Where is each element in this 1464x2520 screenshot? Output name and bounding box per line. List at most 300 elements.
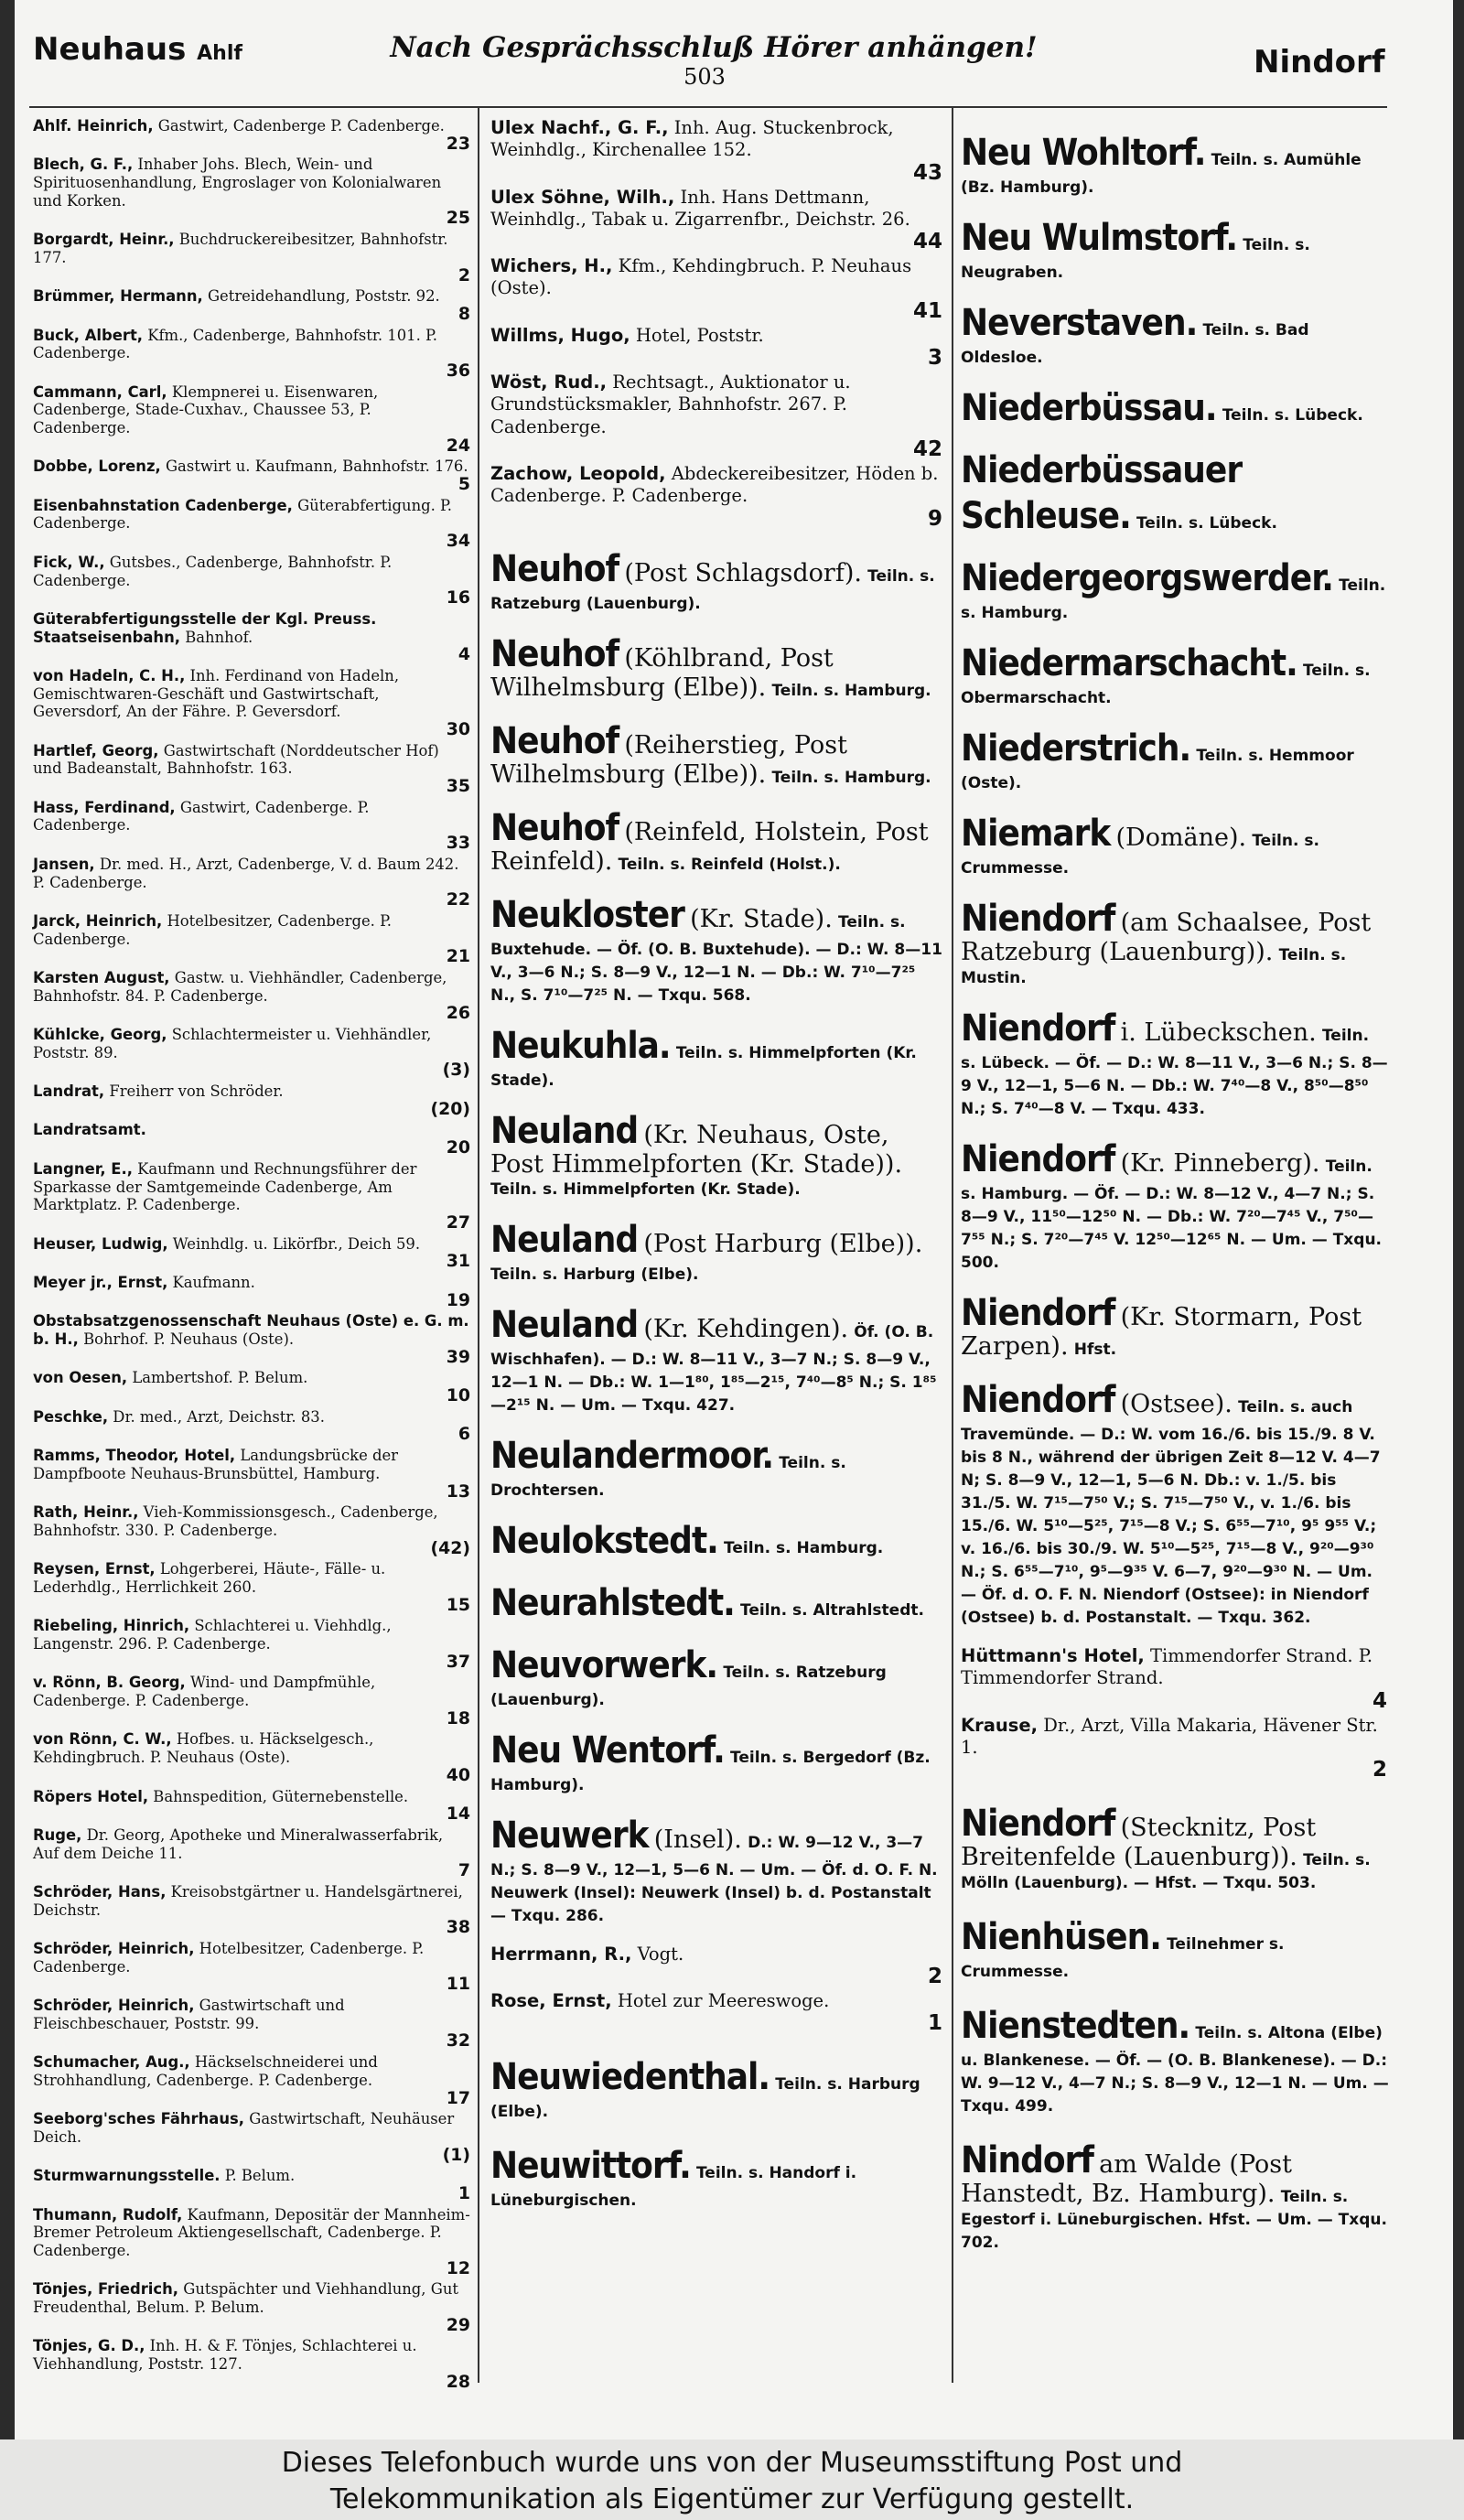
- entry-number: 32: [446, 2030, 470, 2052]
- place-qualifier: (am Schaalsee, Post Ratzeburg (Lauenburg)).: [961, 909, 1372, 966]
- directory-entry: [33, 231, 472, 285]
- place-details: Teiln. s. Harburg (Elbe).: [490, 1265, 699, 1284]
- entry-details: Gutspächter und Viehhandlung, Gut Freudenthal, Belum. P. Belum.: [33, 2280, 458, 2317]
- entry-number: 18: [446, 1707, 470, 1728]
- place-entry: [490, 718, 944, 789]
- entry-number: 9: [927, 506, 942, 531]
- place-entry: [961, 555, 1389, 624]
- entry-details: Lohgerberei, Häute-, Fälle- u. Lederhdlg., Herrlichkeit 260.: [33, 1560, 386, 1596]
- place-details: Teiln. s. Drochtersen.: [490, 1453, 846, 1500]
- entry-number: 3: [927, 346, 942, 371]
- entry-details: Kaufmann und Rechnungsführer der Sparkasse der Samtgemeinde Cadenberge, Am Marktplatz. P. Cadenberge.: [33, 1159, 417, 1214]
- place-entry: [490, 631, 944, 702]
- entry-name: Riebeling, Hinrich,: [33, 1617, 190, 1635]
- entry-details: Gastw. u. Viehhändler, Cadenberge, Bahnhofstr. 84. P. Cadenberge.: [33, 968, 447, 1005]
- place-entry: [961, 1006, 1389, 1120]
- footer: [0, 2439, 1464, 2520]
- place-title: Niedermarschacht.: [961, 642, 1297, 684]
- entry-name: Güterabfertigungsstelle der Kgl. Preuss. Staatseisenbahn,: [33, 609, 377, 646]
- place-title: Niederbüssau.: [961, 387, 1217, 429]
- entry-details: Inh. Aug. Stuckenbrock, Weinhdlg., Kirchenallee 152.: [490, 117, 894, 161]
- entry-number: 31: [446, 1251, 470, 1272]
- entry-name: Schumacher, Aug.,: [33, 2053, 190, 2072]
- entry-details: Häckselschneiderei und Strohhandlung, Cadenberge. P. Cadenberge.: [33, 2053, 378, 2089]
- entry-number: 11: [446, 1974, 470, 1995]
- place-entry: [961, 1377, 1389, 1629]
- place-entry: [490, 1217, 944, 1286]
- place-details: Teiln. s. Neugraben.: [961, 236, 1310, 282]
- entry-number: 22: [446, 889, 470, 910]
- place-title: Niendorf: [961, 1292, 1115, 1334]
- directory-entry: [33, 799, 472, 853]
- place-details: Teiln. s. Handorf i. Lüneburgischen.: [490, 2164, 857, 2211]
- directory-entry: [33, 1235, 472, 1271]
- place-entry: [961, 896, 1389, 989]
- place-entry: [961, 641, 1389, 709]
- page-edge-right: [1453, 0, 1464, 2439]
- entry-number: 38: [446, 1917, 470, 1938]
- directory-entry: [33, 2280, 472, 2334]
- place-qualifier: (Kr. Kehdingen).: [643, 1314, 849, 1343]
- place-qualifier: (Insel).: [653, 1825, 742, 1854]
- entry-number: 17: [446, 2087, 470, 2108]
- place-title: Neurahlstedt.: [490, 1581, 735, 1624]
- place-qualifier: (Kr. Stormarn, Post Zarpen).: [961, 1303, 1362, 1361]
- entry-number: 4: [458, 644, 470, 665]
- entry-details: Buchdruckereibesitzer, Bahnhofstr. 177.: [33, 231, 448, 266]
- place-entry: [490, 2143, 944, 2212]
- place-entry: [961, 811, 1389, 879]
- directory-entry: [490, 372, 944, 460]
- place-details: Teiln. s. Crummesse.: [961, 832, 1319, 878]
- place-entry: [961, 215, 1389, 284]
- entry-details: Bohrhof. P. Neuhaus (Oste).: [83, 1330, 295, 1348]
- place-details: Teiln. s. Mustin.: [961, 946, 1347, 987]
- place-qualifier: (Reiherstieg, Post Wilhelmsburg (Elbe)).: [490, 730, 847, 789]
- place-entry: [961, 1290, 1389, 1361]
- place-qualifier: (Kr. Neuhaus, Oste, Post Himmelpforten (Kr. Stade)).: [490, 1120, 903, 1179]
- entry-number: 7: [458, 1860, 470, 1881]
- directory-entry: [33, 2053, 472, 2107]
- entry-number: 34: [446, 531, 470, 552]
- header-center: Nach Gesprächsschluß Hörer anhängen!: [390, 31, 1038, 64]
- place-entry: [490, 1642, 944, 1711]
- entry-details: Gutsbes., Cadenberge, Bahnhofstr. P. Cadenberge.: [33, 553, 393, 589]
- place-details: Teiln. s. Obermarschacht.: [961, 662, 1371, 707]
- directory-entry: [33, 1674, 472, 1728]
- page-number: 503: [684, 64, 726, 90]
- directory-entry: [33, 1160, 472, 1233]
- entry-name: Buck, Albert,: [33, 326, 144, 344]
- footer-line-2: Telekommunikation als Eigentümer zur Verfügung gestellt.: [329, 2483, 1135, 2515]
- header-right: Nindorf: [1254, 44, 1385, 81]
- entry-details: Hofbes. u. Häckselgesch., Kehdingbruch. P. Neuhaus (Oste).: [33, 1730, 374, 1767]
- entry-name: Wöst, Rud.,: [490, 372, 608, 393]
- directory-entry: [33, 458, 472, 493]
- place-qualifier: (Stecknitz, Post Breitenfelde (Lauenburg)).: [961, 1814, 1317, 1872]
- entry-name: Tönjes, Friedrich,: [33, 2280, 179, 2299]
- place-details: Teiln. s. Himmelpforten (Kr. Stade).: [490, 1179, 801, 1199]
- place-details: Teiln. s. Bergedorf (Bz. Hamburg).: [490, 1748, 931, 1794]
- place-title: Neu Wohltorf.: [961, 132, 1206, 174]
- place-title: Neu Wentorf.: [490, 1728, 725, 1772]
- place-details: Teiln. s. Altona (Elbe) u. Blankenese. — Öf. — (O. B. Blankenese). — D.: W. 9—12 V., 4—7 N.; S. 8—9 V., 12—1 N. — Um. — Txqu. 499.: [961, 2024, 1389, 2116]
- entry-details: Gastwirt u. Kaufmann, Bahnhofstr. 176.: [165, 458, 468, 476]
- place-title: Niederbüssauer Schleuse.: [961, 449, 1243, 537]
- entry-number: 2: [458, 264, 470, 285]
- directory-entry: [33, 1447, 472, 1501]
- place-details: Teiln. s. Hamburg.: [771, 768, 931, 787]
- place-title: Nienhüsen.: [961, 1916, 1161, 1959]
- directory-entry: [961, 1715, 1389, 1782]
- entry-name: Fick, W.,: [33, 553, 105, 571]
- entry-number: 2: [927, 1964, 942, 1988]
- entry-details: Abdeckereibesitzer, Höden b. Cadenberge. P. Cadenberge.: [490, 462, 939, 507]
- place-qualifier: (Post Harburg (Elbe)).: [643, 1229, 923, 1258]
- directory-entry: [33, 1274, 472, 1309]
- directory-entry: [33, 856, 472, 910]
- place-details: Teiln. s. Himmelpforten (Kr. Stade).: [490, 1043, 917, 1090]
- entry-details: Inhaber Johs. Blech, Wein- und Spirituosenhandlung, Engroslager von Kolonialwaren und Korken.: [33, 156, 442, 210]
- entry-details: Dr. med. H., Arzt, Cadenberge, V. d. Baum 242. P. Cadenberge.: [33, 855, 459, 891]
- entry-number: 36: [446, 360, 470, 381]
- place-title: Neuwittorf.: [490, 2145, 691, 2188]
- header-rule: [29, 106, 1387, 108]
- place-details: Teiln. s. Aumühle (Bz. Hamburg).: [961, 151, 1362, 197]
- column-rule-1: [478, 108, 479, 2383]
- entry-details: Gastwirt, Cadenberge P. Cadenberge.: [157, 117, 445, 135]
- entry-details: Kfm., Kehdingbruch. P. Neuhaus (Oste).: [490, 255, 912, 299]
- place-details: Hfst.: [1073, 1341, 1117, 1359]
- entry-name: Schröder, Hans,: [33, 1882, 167, 1901]
- entry-number: (42): [430, 1537, 470, 1558]
- directory-entry: [33, 1617, 472, 1671]
- place-details: Teiln. s. Lübeck. — Öf. — D.: W. 8—11 V., 3—6 N.; S. 8—9 V., 12—1, 5—6 N. — Db.: W. 7⁴⁰—8 V., 8⁵⁰—8⁵⁰ N.; S. 7⁴⁰—8 V. — Txqu. 433.: [961, 1027, 1388, 1118]
- entry-name: Karsten August,: [33, 968, 170, 986]
- entry-name: Wichers, H.,: [490, 255, 613, 277]
- place-qualifier: (Reinfeld, Holstein, Post Reinfeld).: [490, 817, 929, 876]
- entry-number: 1: [458, 2182, 470, 2203]
- entry-name: Rath, Heinr.,: [33, 1503, 139, 1522]
- entry-name: Röpers Hotel,: [33, 1787, 149, 1805]
- entry-number: 37: [446, 1651, 470, 1672]
- entry-details: Bahnhof.: [185, 628, 253, 646]
- place-entry: [961, 2003, 1389, 2117]
- place-title: Nindorf: [961, 2139, 1093, 2182]
- entry-name: von Rönn, C. W.,: [33, 1730, 172, 1749]
- place-details: Teiln. s. auch Travemünde. — D.: W. vom 16./6. bis 15./9. 8 V. bis 8 N., während der übrigen Zeit 8—12 V. 4—7 N; S. 8—9 V., 12—1, 5—6 N. Db.: v. 1./5. bis 31./5. W. 7¹⁵—7⁵⁰ V.; S. 7¹⁵—7⁵⁰ V., v. 1./6. bis 15./6. W. 5¹⁰—5²⁵, 7¹⁵—8 V.; S. 6⁵⁵—7¹⁰, 9⁵ 9⁵⁵ V.; v. 16./6. bis 30./9. W. 5¹⁰—5²⁵, 7¹⁵—8 V., 9²⁰—9³⁰ N.; S. 6⁵⁵—7¹⁰, 9⁵—9³⁵ V. 6—7, 9²⁰—9³⁰ N. — Um. — Öf. d. O. F. N. Niendorf (Ostsee): in Niendorf (Ostsee) b. d. Postanstalt. — Txqu. 362.: [961, 1398, 1381, 1627]
- entry-details: Wind- und Dampfmühle, Cadenberge. P. Cadenberge.: [33, 1674, 376, 1710]
- entry-name: Willms, Hugo,: [490, 324, 630, 346]
- entry-name: Obstabsatzgenossenschaft Neuhaus (Oste) e. G. m. b. H.,: [33, 1312, 469, 1348]
- column-2: [490, 117, 944, 2228]
- column-1: [33, 117, 472, 2395]
- place-entry: [490, 1433, 944, 1502]
- place-details: Teiln. s. Bad Oldesloe.: [961, 321, 1309, 367]
- entry-name: Landratsamt.: [33, 1121, 146, 1139]
- place-qualifier: (Post Schlagsdorf).: [624, 558, 862, 587]
- entry-number: 25: [446, 208, 470, 229]
- entry-name: Krause,: [961, 1714, 1039, 1736]
- place-entry: [490, 805, 944, 876]
- column-3: [961, 117, 1389, 2270]
- place-title: Neuland: [490, 1218, 639, 1261]
- entry-name: Rose, Ernst,: [490, 1989, 612, 2011]
- entry-number: 5: [458, 474, 470, 495]
- entry-number: (1): [442, 2144, 470, 2165]
- entry-name: Herrmann, R.,: [490, 1943, 632, 1965]
- entry-name: Heuser, Ludwig,: [33, 1234, 168, 1253]
- entry-number: 35: [446, 776, 470, 797]
- place-title: Niedergeorgswerder.: [961, 557, 1333, 599]
- directory-entry: [33, 383, 472, 456]
- place-details: Teiln. s. Hamburg. — Öf. — D.: W. 8—12 V., 4—7 N.; S. 8—9 V., 11⁵⁰—12⁵⁰ N. — Db.: W. 7²⁰—7⁴⁵ V., 7⁵⁰—7⁵⁵ N.; S. 7²⁰—7⁴⁵ V. 12⁵⁰—12⁶⁵ N. — Um. — Txqu. 500.: [961, 1158, 1383, 1272]
- entry-details: Hotel zur Meereswoge.: [617, 1989, 830, 2011]
- entry-name: Zachow, Leopold,: [490, 462, 666, 484]
- place-entry: [961, 447, 1389, 539]
- entry-number: 4: [1372, 1688, 1387, 1713]
- directory-entry: [961, 1645, 1389, 1712]
- entry-name: Ahlf. Heinrich,: [33, 117, 154, 135]
- place-title: Neuhof: [490, 806, 619, 849]
- directory-entry: [33, 2167, 472, 2202]
- entry-details: Lambertshof. P. Belum.: [132, 1369, 308, 1387]
- entry-name: Seeborg'sches Fährhaus,: [33, 2110, 245, 2128]
- entry-details: Hotelbesitzer, Cadenberge. P. Cadenberge.: [33, 1940, 425, 1976]
- place-details: Teiln. s. Reinfeld (Holst.).: [618, 855, 841, 874]
- entry-details: Freiherr von Schröder.: [109, 1082, 284, 1101]
- directory-entry: [33, 1997, 472, 2051]
- entry-number: 44: [912, 230, 942, 254]
- place-title: Neulokstedt.: [490, 1519, 718, 1562]
- directory-entry: [33, 610, 472, 664]
- place-details: Teiln. s. Harburg (Elbe).: [490, 2075, 920, 2122]
- directory-entry: [33, 117, 472, 153]
- entry-name: Ulex Söhne, Wilh.,: [490, 186, 675, 208]
- place-entry: [490, 546, 944, 615]
- entry-number: 10: [446, 1385, 470, 1406]
- entry-details: Bahnspedition, Güternebenstelle.: [153, 1787, 409, 1805]
- entry-number: (3): [442, 1060, 470, 1081]
- entry-details: Kfm., Cadenberge, Bahnhofstr. 101. P. Cadenberge.: [33, 326, 437, 362]
- directory-entry: [490, 1990, 944, 2034]
- entry-details: Timmendorfer Strand. P. Timmendorfer Strand.: [961, 1645, 1373, 1689]
- entry-details: Klempnerei u. Eisenwaren, Cadenberge, Stade-Cuxhav., Chaussee 53, P. Cadenberge.: [33, 382, 379, 436]
- directory-entry: [33, 667, 472, 739]
- place-details: Öf. (O. B. Wischhafen). — D.: W. 8—11 V., 3—7 N.; S. 8—9 V., 12—1 N. — Db.: W. 1—1⁸⁰, 1⁸⁵—2¹⁵, 7⁴⁰—8⁵ N.; S. 1⁸⁵—2¹⁵ N. — Um. — Txqu. 427.: [490, 1322, 937, 1415]
- entry-details: Vogt.: [637, 1943, 684, 1965]
- place-qualifier: (Kr. Pinneberg).: [1120, 1149, 1320, 1178]
- entry-number: 41: [912, 298, 942, 323]
- entry-details: Hotel, Poststr.: [635, 324, 764, 346]
- entry-name: Schröder, Heinrich,: [33, 1997, 195, 2015]
- directory-entry: [490, 187, 944, 253]
- entry-name: Dobbe, Lorenz,: [33, 458, 161, 476]
- entry-number: 29: [446, 2314, 470, 2335]
- place-entry: [961, 385, 1389, 431]
- directory-entry: [33, 1082, 472, 1118]
- entry-name: Kühlcke, Georg,: [33, 1026, 167, 1043]
- place-entry: [490, 1728, 944, 1796]
- directory-entry: [33, 1408, 472, 1444]
- directory-entry: [33, 1026, 472, 1080]
- entry-number: 30: [446, 719, 470, 739]
- directory-entry: [33, 554, 472, 608]
- entry-name: von Hadeln, C. H.,: [33, 666, 186, 684]
- place-details: Teiln. s. Hemmoor (Oste).: [961, 747, 1354, 792]
- place-details: Teiln. s. Lübeck.: [1222, 406, 1363, 425]
- entry-details: Schlachtermeister u. Viehhändler, Poststr. 89.: [33, 1026, 432, 1061]
- place-title: Neukloster: [490, 893, 684, 936]
- entry-number: 14: [446, 1804, 470, 1825]
- directory-entry: [33, 1826, 472, 1880]
- entry-number: 43: [912, 160, 942, 185]
- place-details: Teiln. s. Altrahlstedt.: [740, 1600, 924, 1620]
- directory-entry: [490, 325, 944, 369]
- entry-number: 28: [446, 2371, 470, 2392]
- place-entry: [961, 1136, 1389, 1274]
- entry-name: Thumann, Rudolf,: [33, 2205, 183, 2224]
- entry-number: 23: [446, 133, 470, 154]
- entry-number: 42: [912, 436, 942, 461]
- entry-name: Ramms, Theodor, Hotel,: [33, 1447, 236, 1465]
- place-entry: [961, 726, 1389, 794]
- entry-name: Borgardt, Heinr.,: [33, 231, 175, 249]
- place-qualifier: (Kr. Stade).: [690, 904, 833, 933]
- entry-details: Kaufmann.: [172, 1273, 255, 1291]
- place-qualifier: am Walde (Post Hanstedt, Bz. Hamburg).: [961, 2150, 1292, 2209]
- entry-details: Güterabfertigung. P. Cadenberge.: [33, 496, 452, 533]
- place-qualifier: (Köhlbrand, Post Wilhelmsburg (Elbe)).: [490, 643, 834, 702]
- directory-entry: [33, 742, 472, 796]
- place-title: Niendorf: [961, 1803, 1115, 1846]
- entry-details: Getreidehandlung, Poststr. 92.: [207, 287, 440, 306]
- entry-name: Eisenbahnstation Cadenberge,: [33, 496, 293, 514]
- place-title: Niendorf: [961, 1379, 1115, 1421]
- directory-entry: [33, 912, 472, 966]
- entry-name: Jansen,: [33, 855, 95, 873]
- column-rule-2: [952, 108, 953, 2383]
- entry-number: 20: [446, 1137, 470, 1158]
- entry-number: 33: [446, 833, 470, 854]
- place-title: Neuwiedenthal.: [490, 2056, 770, 2099]
- entry-name: Tönjes, G. D.,: [33, 2337, 145, 2355]
- place-title: Niendorf: [961, 1007, 1115, 1050]
- page-edge-left: [0, 0, 15, 2439]
- entry-details: Dr. Georg, Apotheke und Mineralwasserfabrik, Auf dem Deiche 11.: [33, 1825, 444, 1862]
- place-qualifier: i. Lübeckschen.: [1120, 1018, 1317, 1047]
- entry-name: Landrat,: [33, 1082, 105, 1101]
- entry-number: 40: [446, 1764, 470, 1785]
- place-title: Neuland: [490, 1303, 639, 1346]
- place-title: Neuwerk: [490, 1814, 649, 1857]
- entry-details: Rechtsagt., Auktionator u. Grundstücksmakler, Bahnhofstr. 267. P. Cadenberge.: [490, 372, 851, 437]
- entry-details: Dr., Arzt, Villa Makaria, Hävener Str. 1.: [961, 1714, 1378, 1758]
- directory-entry: [33, 1560, 472, 1614]
- place-entry: [490, 892, 944, 1007]
- directory-entry: [490, 1944, 944, 1987]
- place-title: Neu Wulmstorf.: [961, 217, 1238, 259]
- place-title: Neuhof: [490, 547, 619, 590]
- directory-entry: [33, 2337, 472, 2391]
- directory-entry: [33, 1883, 472, 1937]
- directory-entry: [490, 463, 944, 530]
- entry-name: Hass, Ferdinand,: [33, 798, 176, 816]
- entry-name: Cammann, Carl,: [33, 382, 167, 401]
- entry-name: Schröder, Heinrich,: [33, 1940, 195, 1957]
- place-title: Niendorf: [961, 898, 1115, 940]
- directory-entry: [490, 255, 944, 322]
- place-title: Neverstaven.: [961, 302, 1198, 344]
- entry-details: Kreisobstgärtner u. Handelsgärtnerei, Deichstr.: [33, 1882, 463, 1919]
- entry-name: Meyer jr., Ernst,: [33, 1273, 168, 1291]
- directory-entry: [33, 1312, 472, 1366]
- place-details: Teiln. s. Lübeck.: [1136, 514, 1277, 533]
- place-title: Neuhof: [490, 719, 619, 762]
- directory-entry: [33, 2206, 472, 2278]
- place-details: D.: W. 9—12 V., 3—7 N.; S. 8—9 V., 12—1, 5—6 N. — Um. — Öf. d. O. F. N. Neuwerk (Insel): Neuwerk (Insel) b. d. Postanstalt — Txqu. 286.: [490, 1833, 938, 1925]
- entry-number: 24: [446, 435, 470, 456]
- entry-name: Langner, E.,: [33, 1159, 133, 1178]
- entry-details: Schlachterei u. Viehhdlg., Langenstr. 296. P. Cadenberge.: [33, 1617, 392, 1653]
- place-entry: [961, 300, 1389, 369]
- place-details: Teiln. s. Hamburg.: [724, 1538, 884, 1557]
- entry-name: Sturmwarnungsstelle.: [33, 2167, 221, 2185]
- entry-details: Kaufmann, Depositär der Mannheim-Bremer Petroleum Aktiengesellschaft, Cadenberge. P. Cadenberge.: [33, 2205, 470, 2259]
- place-entry: [490, 1108, 944, 1201]
- place-title: Neulandermoor.: [490, 1434, 773, 1477]
- place-title: Neuland: [490, 1109, 639, 1152]
- place-title: Neuhof: [490, 632, 619, 675]
- entry-name: Ruge,: [33, 1825, 82, 1844]
- place-entry: [490, 1813, 944, 1927]
- place-title: Neuvorwerk.: [490, 1643, 718, 1686]
- entry-number: 21: [446, 946, 470, 967]
- entry-number: (20): [430, 1098, 470, 1119]
- directory-entry: [33, 327, 472, 381]
- place-details: Teilnehmer s. Crummesse.: [961, 1935, 1285, 1982]
- entry-details: Weinhdlg. u. Likörfbr., Deich 59.: [172, 1234, 421, 1253]
- place-title: Niederstrich.: [961, 727, 1191, 770]
- entry-name: von Oesen,: [33, 1369, 128, 1387]
- entry-number: 26: [446, 1003, 470, 1024]
- place-qualifier: (Ostsee).: [1120, 1390, 1233, 1418]
- entry-name: v. Rönn, B. Georg,: [33, 1674, 186, 1692]
- entry-details: Dr. med., Arzt, Deichstr. 83.: [113, 1407, 325, 1426]
- entry-number: 13: [446, 1481, 470, 1502]
- header-left: Neuhaus Ahlf: [33, 31, 242, 68]
- place-entry: [490, 1023, 944, 1092]
- directory-entry: [33, 1730, 472, 1784]
- entry-details: Gastwirtschaft und Fleischbeschauer, Poststr. 99.: [33, 1997, 345, 2032]
- directory-entry: [33, 1121, 472, 1157]
- entry-number: 19: [446, 1289, 470, 1310]
- entry-name: Peschke,: [33, 1407, 109, 1426]
- place-qualifier: (Domäne).: [1115, 824, 1247, 852]
- entry-number: 16: [446, 587, 470, 608]
- entry-details: P. Belum.: [224, 2167, 296, 2185]
- entry-number: 27: [446, 1212, 470, 1233]
- entry-number: 2: [1372, 1758, 1387, 1782]
- place-title: Neukuhla.: [490, 1024, 671, 1067]
- directory-entry: [33, 2110, 472, 2164]
- directory-entry: [490, 117, 944, 184]
- entry-details: Gastwirtschaft (Norddeutscher Hof) und Badeanstalt, Bahnhofstr. 163.: [33, 741, 439, 778]
- place-details: Teiln. s. Hamburg.: [771, 681, 931, 700]
- entry-name: Blech, G. F.,: [33, 156, 134, 174]
- place-entry: [490, 1580, 944, 1626]
- place-details: Teiln. s. Ratzeburg (Lauenburg).: [490, 1663, 887, 1709]
